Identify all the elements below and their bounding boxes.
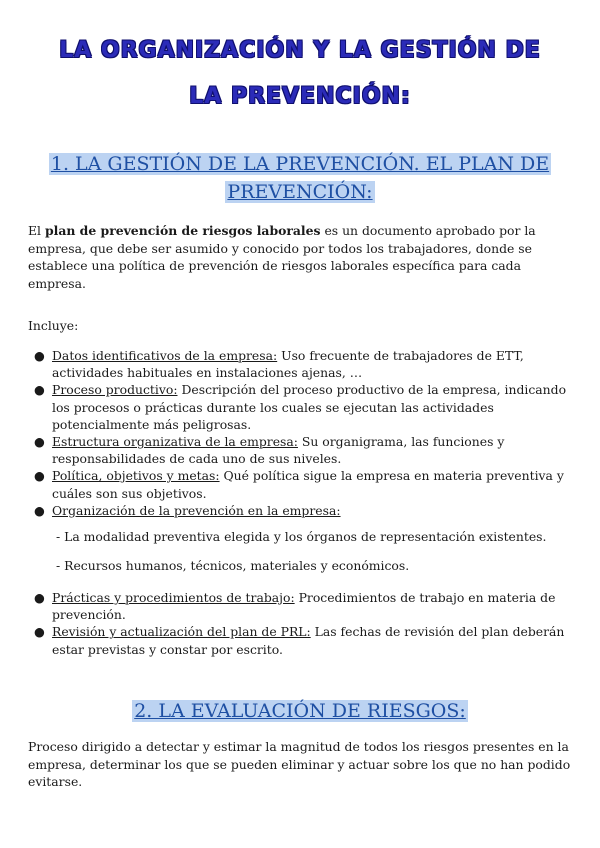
list-item	[28, 467, 574, 501]
subitem-modalidad: - La modalidad preventiva elegida y los órganos de representación existentes.	[56, 529, 547, 544]
main-title-line1: LA ORGANIZACIÓN Y LA GESTIÓN DE	[59, 38, 541, 63]
item-label: Organización de la prevención en la empresa:	[52, 502, 341, 518]
item-label: Política, objetivos y metas:	[52, 468, 220, 484]
item-label: Revisión y actualización del plan de PRL:	[52, 624, 311, 640]
list-item	[28, 502, 574, 519]
list-item	[28, 623, 574, 657]
section2-heading	[20, 697, 580, 725]
bullet-icon: ●	[34, 502, 45, 518]
list-item	[28, 347, 574, 381]
bullet-icon: ●	[34, 434, 45, 450]
main-title	[20, 28, 580, 120]
item-text: Qué política sigue la empresa en materia preventiva y cuáles son sus objetivos.	[52, 468, 564, 501]
item-label: Proceso productivo:	[52, 382, 178, 398]
item-text: Procedimientos de trabajo en materia de prevención.	[52, 590, 556, 623]
plan-items-list-a	[28, 347, 574, 519]
section1-intro	[28, 222, 572, 292]
bullet-icon: ●	[34, 590, 45, 605]
section1-heading-line2: PREVENCIÓN:	[227, 181, 373, 203]
intro-bold: plan de prevención de riesgos laborales	[44, 223, 321, 238]
plan-items-list-b	[28, 589, 574, 658]
list-item	[28, 433, 574, 467]
section2-heading-text: 2. LA EVALUACIÓN DE RIESGOS:	[134, 700, 466, 722]
subitem-recursos: - Recursos humanos, técnicos, materiales y económicos.	[56, 558, 410, 573]
section1-heading	[20, 150, 580, 206]
list-item	[28, 589, 574, 623]
bullet-icon: ●	[34, 382, 45, 398]
item-label: Datos identificativos de la empresa:	[52, 348, 278, 363]
item-text: Uso frecuente de trabajadores de ETT, actividades habituales en instalaciones ajenas, …	[52, 348, 524, 381]
main-title-line2: LA PREVENCIÓN:	[189, 84, 411, 109]
bullet-icon: ●	[34, 348, 45, 363]
item-label: Prácticas y procedimientos de trabajo:	[52, 590, 295, 605]
section1-heading-line1: 1. LA GESTIÓN DE LA PREVENCIÓN. EL PLAN DE	[50, 153, 550, 175]
item-text: Las fechas de revisión del plan deberán estar previstas y constar por escrito.	[52, 624, 565, 657]
bullet-icon: ●	[34, 468, 45, 484]
item-text: Descripción del proceso productivo de la empresa, indicando los procesos o prácticas durante los cuales se ejecutan las actividades potencialmente más peligrosas.	[52, 382, 567, 432]
includes-label: Incluye:	[28, 318, 79, 333]
intro-start: El	[28, 223, 45, 238]
intro-rest: es un documento aprobado por la empresa, que debe ser asumido y conocido por todos los trabajadores, donde se establece una política de prevención de riesgos laborales específica para cada empresa.	[28, 223, 536, 291]
item-label: Estructura organizativa de la empresa:	[52, 434, 298, 450]
bullet-icon: ●	[34, 624, 45, 640]
list-item	[28, 381, 574, 433]
section2-body: Proceso dirigido a detectar y estimar la magnitud de todos los riesgos presentes en la empresa, determinar los que se pueden eliminar y actuar sobre los que no han podido evitarse.	[28, 739, 571, 789]
item-text: Su organigrama, las funciones y responsabilidades de cada uno de sus niveles.	[52, 434, 505, 467]
